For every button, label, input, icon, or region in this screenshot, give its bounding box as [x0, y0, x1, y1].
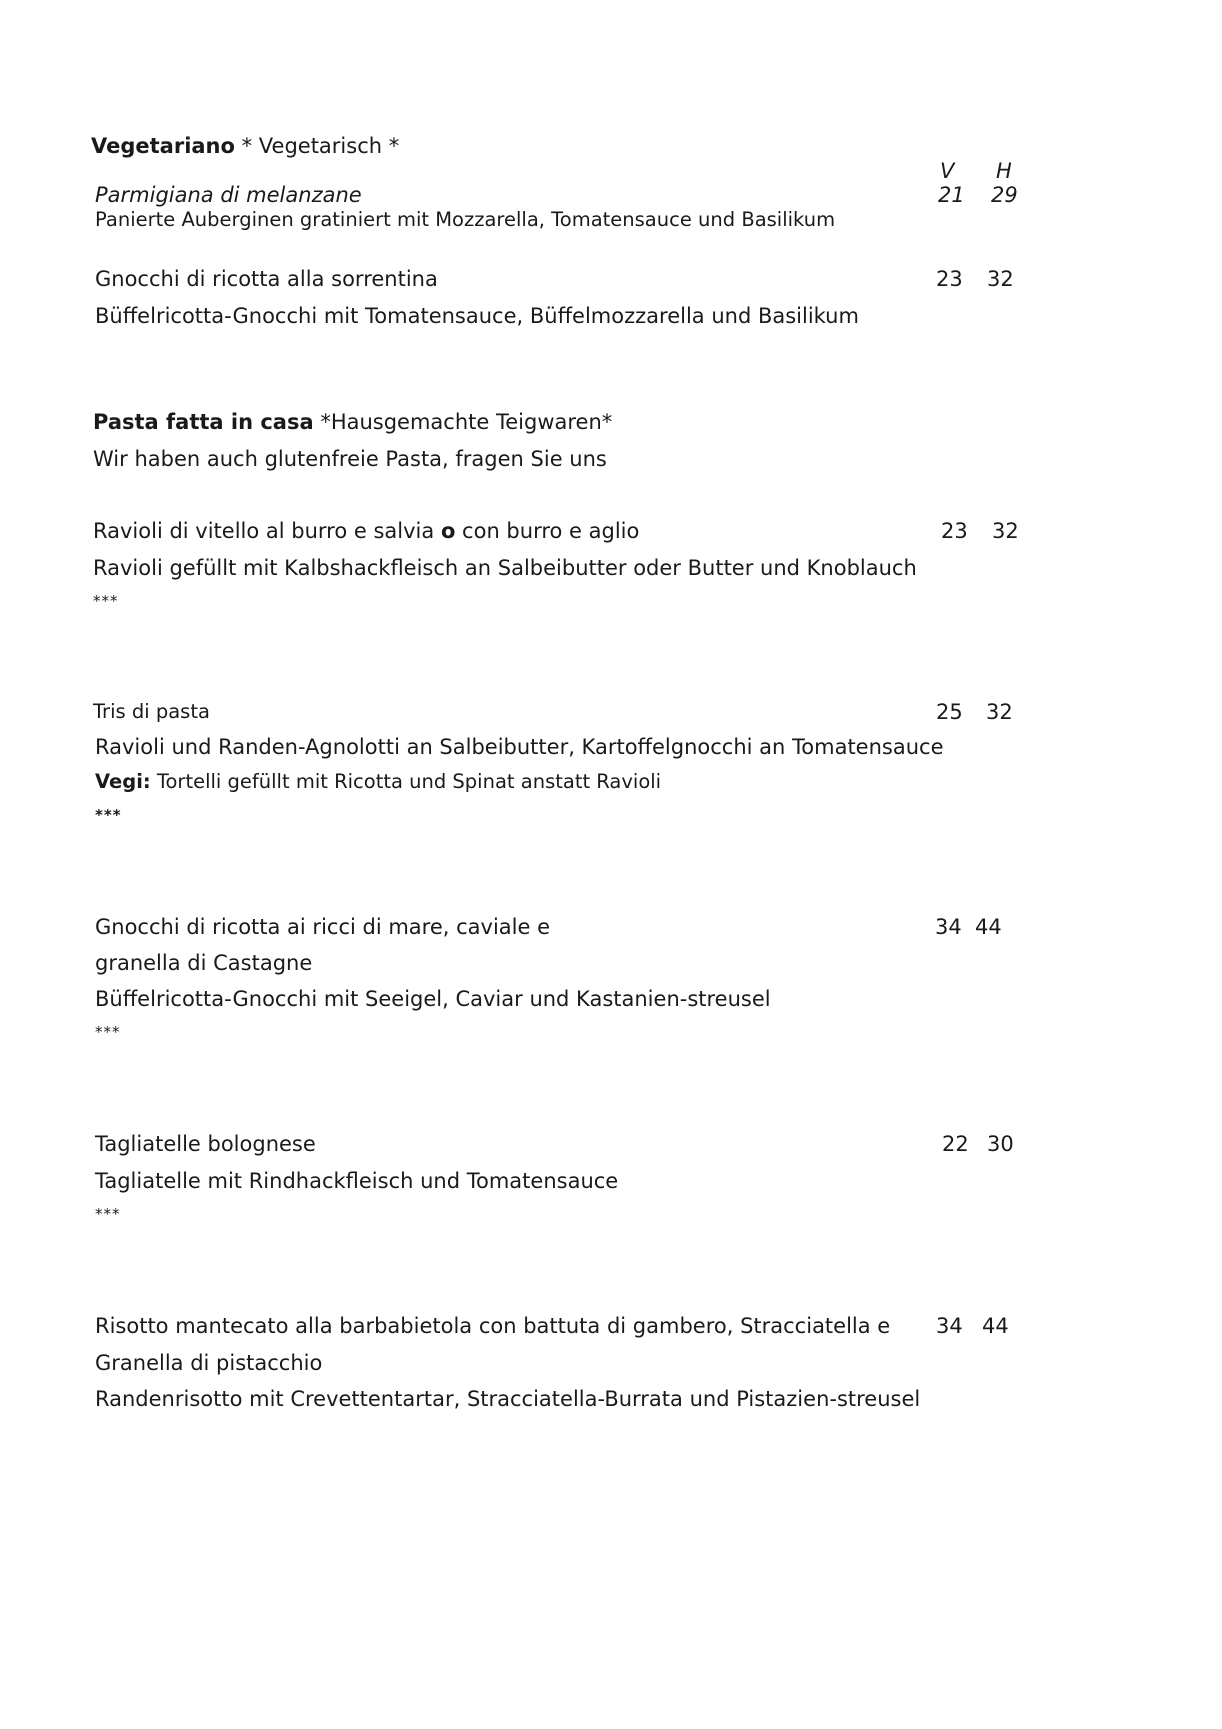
section-title-it: Pasta fatta in casa	[93, 410, 314, 434]
menu-item-name: Risotto mantecato alla barbabietola con battuta di gambero, Stracciatella e	[95, 1314, 891, 1338]
section-title-pasta	[93, 409, 612, 435]
price-h: 30	[987, 1132, 1014, 1156]
price-v: 25	[936, 700, 963, 724]
menu-item-name-line2: Granella di pistacchio	[95, 1351, 323, 1375]
price-v: 22	[942, 1132, 969, 1156]
menu-item-desc: Ravioli und Randen-Agnolotti an Salbeibutter, Kartoffelgnocchi an Tomatensauce	[95, 735, 944, 759]
menu-item-name: Parmigiana di melanzane	[95, 183, 362, 207]
price-v: 21	[938, 183, 965, 207]
section-title-it: Vegetariano	[91, 134, 235, 158]
menu-item-name-line2: granella di Castagne	[95, 951, 313, 975]
price-v: 34	[935, 915, 962, 939]
price-h: 32	[992, 519, 1019, 543]
section-title-vegetarian	[91, 133, 399, 159]
price-v: 34	[936, 1314, 963, 1338]
price-h: 44	[975, 915, 1002, 939]
menu-item-name-part: con burro e aglio	[455, 519, 640, 543]
price-h: 32	[986, 700, 1013, 724]
menu-item-desc: Tagliatelle mit Rindhackfleisch und Tomatensauce	[95, 1169, 619, 1193]
column-header-v: V	[940, 159, 955, 183]
price-h: 44	[982, 1314, 1009, 1338]
menu-item-desc: Büffelricotta-Gnocchi mit Tomatensauce, Büffelmozzarella und Basilikum	[95, 304, 859, 328]
section-title-de: * Vegetarisch *	[234, 134, 400, 158]
menu-item-name-part: Ravioli di vitello al burro e salvia	[93, 519, 441, 543]
section-note: Wir haben auch glutenfreie Pasta, fragen Sie uns	[93, 447, 607, 471]
menu-item-name-or: o	[440, 519, 456, 543]
menu-item-desc: Panierte Auberginen gratiniert mit Mozzarella, Tomatensauce und Basilikum	[95, 208, 836, 231]
menu-item-name: Gnocchi di ricotta alla sorrentina	[95, 267, 438, 291]
menu-item-name: Tagliatelle bolognese	[95, 1132, 316, 1156]
separator: ***	[93, 592, 119, 610]
menu-item-name: Gnocchi di ricotta ai ricci di mare, caviale e	[95, 915, 551, 939]
menu-item-desc: Ravioli gefüllt mit Kalbshackfleisch an Salbeibutter oder Butter und Knoblauch	[93, 556, 917, 580]
vegi-text: Tortelli gefüllt mit Ricotta und Spinat anstatt Ravioli	[150, 770, 662, 793]
menu-item-desc: Büffelricotta-Gnocchi mit Seeigel, Caviar und Kastanien-streusel	[95, 987, 771, 1011]
vegi-label: Vegi:	[95, 770, 151, 793]
price-v: 23	[936, 267, 963, 291]
menu-item-name	[93, 518, 639, 544]
price-h: 29	[991, 183, 1018, 207]
menu-item-vegi	[95, 769, 661, 795]
separator: ***	[95, 806, 122, 824]
separator: ***	[95, 1023, 121, 1041]
menu-item-name: Tris di pasta	[93, 700, 210, 723]
price-h: 32	[987, 267, 1014, 291]
section-title-de: *Hausgemachte Teigwaren*	[313, 410, 613, 434]
column-header-h: H	[996, 159, 1012, 183]
menu-item-desc: Randenrisotto mit Crevettentartar, Stracciatella-Burrata und Pistazien-streusel	[95, 1387, 921, 1411]
price-v: 23	[941, 519, 968, 543]
separator: ***	[95, 1205, 121, 1223]
